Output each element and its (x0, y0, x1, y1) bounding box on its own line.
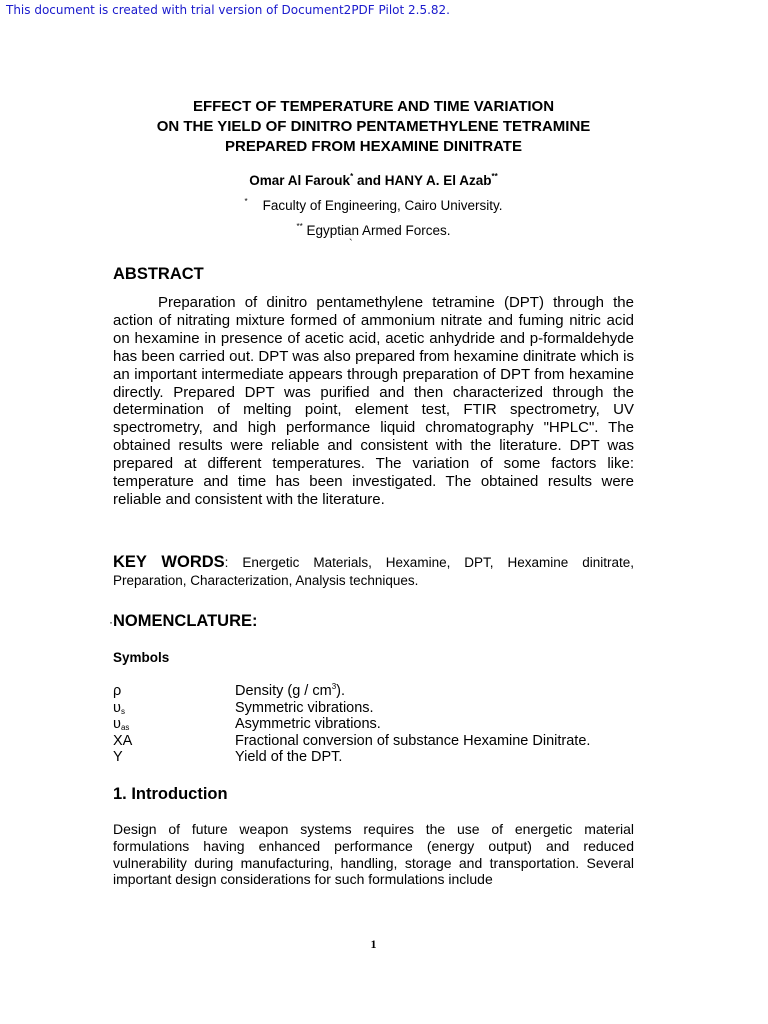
affiliation-1 (113, 198, 634, 213)
symbol-row (113, 716, 634, 733)
title-line-2: ON THE YIELD OF DINITRO PENTAMETHYLENE TETRAMINE (156, 118, 591, 135)
symbols-heading: Symbols (113, 650, 170, 665)
affiliation-1-text: Faculty of Engineering, Cairo University. (262, 198, 503, 213)
symbol-sub: as (120, 723, 130, 732)
author-1: Omar Al Farouk (249, 173, 351, 188)
symbol-desc (235, 733, 590, 750)
symbol-desc (235, 716, 381, 733)
introduction-heading: 1. Introduction (113, 785, 228, 803)
stray-mark: ` (349, 238, 353, 250)
paper-title (113, 97, 634, 157)
author-line (113, 173, 634, 188)
page-number: 1 (370, 937, 377, 951)
symbol (113, 749, 235, 766)
title-line-1: EFFECT OF TEMPERATURE AND TIME VARIATION (192, 98, 555, 115)
symbol-desc (235, 749, 342, 766)
keywords-text: : Energetic Materials, Hexamine, DPT, Hexamine dinitrate, Preparation, Characterization, Analysis techniques. (113, 555, 634, 588)
affiliation-2-text: Egyptian Armed Forces. (306, 223, 451, 238)
desc-tail: ). (336, 683, 345, 699)
symbol-char: XA (113, 732, 133, 749)
introduction-text: Design of future weapon systems requires the use of energetic material formulations having enhanced performance (energy output) and reduced vulnerability during manufacturing, handling, storage and transportation. Several important design considerations for such formulations include (113, 821, 634, 888)
symbol-desc (235, 683, 345, 700)
keywords (113, 553, 634, 590)
symbol-char: υ (113, 699, 121, 716)
symbol-row (113, 733, 634, 750)
symbol (113, 683, 235, 700)
symbol-char: ρ (113, 683, 122, 699)
author-connector: and (353, 173, 385, 188)
author-2: HANY A. El Azab (384, 173, 492, 188)
desc-text: Yield of the DPT. (235, 749, 343, 765)
symbol-char: υ (113, 716, 121, 732)
affiliation-1-mark: * (244, 197, 248, 206)
desc-sup: 3 (331, 682, 337, 691)
keywords-label: KEY WORDS (113, 553, 225, 571)
symbol-row (113, 700, 634, 717)
affiliation-2 (113, 223, 634, 238)
abstract-heading: ABSTRACT (113, 265, 204, 283)
author-1-mark: * (350, 172, 354, 181)
author-2-mark: ** (491, 172, 498, 181)
nomenclature-prefix: · (109, 615, 113, 629)
abstract-text: Preparation of dinitro pentamethylene tetramine (DPT) through the action of nitrating mixture formed of ammonium nitrate and fuming nitric acid on hexamine in presence of acetic acid, acetic anhydride and p-formaldehyde has been carried out. DPT was also prepared from hexamine dinitrate which is an important intermediate appears through preparation of DPT from hexamine directly. Prepared DPT was purified and then characterized through the determination of melting point, element test, FTIR spectrometry, UV spectrometry, and high performance liquid chromatography "HPLC". The obtained results were reliable and consistent with the literature. DPT was prepared at different temperatures. The variation of some factors like: temperature and time has been investigated. The obtained results were reliable and consistent with the literature. (113, 294, 634, 508)
desc-text: Asymmetric vibrations. (235, 716, 381, 732)
nomenclature-heading (109, 612, 258, 631)
nomenclature-title: NOMENCLATURE: (113, 612, 258, 630)
symbol (113, 716, 235, 733)
symbol-row (113, 683, 634, 700)
desc-text: Fractional conversion of substance Hexamine Dinitrate. (235, 732, 591, 749)
symbol-desc (235, 700, 374, 717)
desc-text: Density (g / cm (235, 683, 332, 699)
symbol (113, 733, 235, 750)
affiliation-2-mark: ** (296, 222, 303, 231)
symbols-table (113, 683, 634, 766)
title-line-3: PREPARED FROM HEXAMINE DINITRATE (225, 138, 522, 155)
trial-notice: This document is created with trial version of Document2PDF Pilot 2.5.82. (6, 3, 450, 17)
symbol (113, 700, 235, 717)
symbol-sub: s (120, 706, 125, 716)
desc-text: Symmetric vibrations. (235, 699, 374, 716)
symbol-char: Y (113, 749, 123, 765)
symbol-row (113, 749, 634, 766)
